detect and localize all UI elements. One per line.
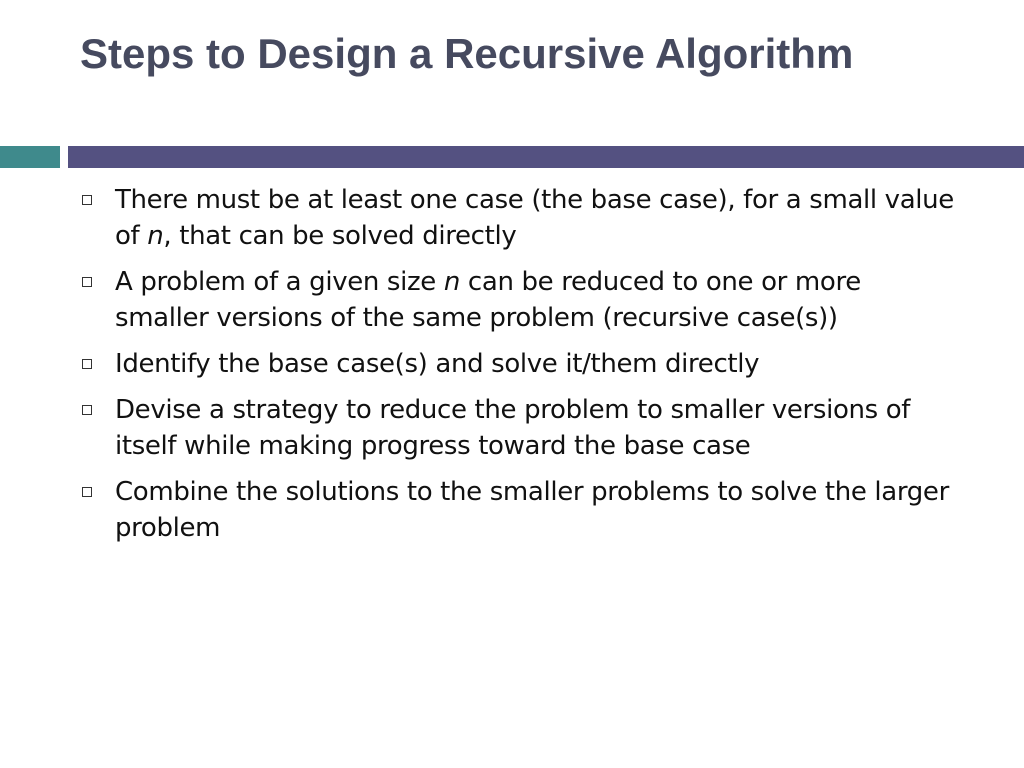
bullet-text: Identify the base case(s) and solve it/them directly [115,349,760,379]
hollow-square-bullet-icon [82,195,92,205]
bullet-text-italic: n [443,267,460,297]
bullet-text: Devise a strategy to reduce the problem to smaller versions of itself while making progress toward the base case [115,395,911,461]
bullet-text: Combine the solutions to the smaller problems to solve the larger problem [115,477,949,543]
bullet-item [80,392,960,464]
bullet-item [80,474,960,546]
title-accent-bar [0,146,60,168]
hollow-square-bullet-icon [82,277,92,287]
hollow-square-bullet-icon [82,359,92,369]
bullet-item [80,182,960,254]
bullet-text-italic: n [147,221,164,251]
bullet-text: A problem of a given size [115,267,444,297]
bullet-item [80,264,960,336]
slide-title: Steps to Design a Recursive Algorithm [80,30,854,77]
bullet-text: , that can be solved directly [163,221,517,251]
hollow-square-bullet-icon [82,405,92,415]
bullet-text: can be reduced to one or more smaller versions of the same problem (recursive case(s)) [115,267,861,333]
hollow-square-bullet-icon [82,487,92,497]
title-divider-bar [68,146,1024,168]
bullet-text: There must be at least one case (the base case), for a small value of [115,185,954,251]
bullet-list [80,182,960,556]
bullet-item [80,346,960,382]
